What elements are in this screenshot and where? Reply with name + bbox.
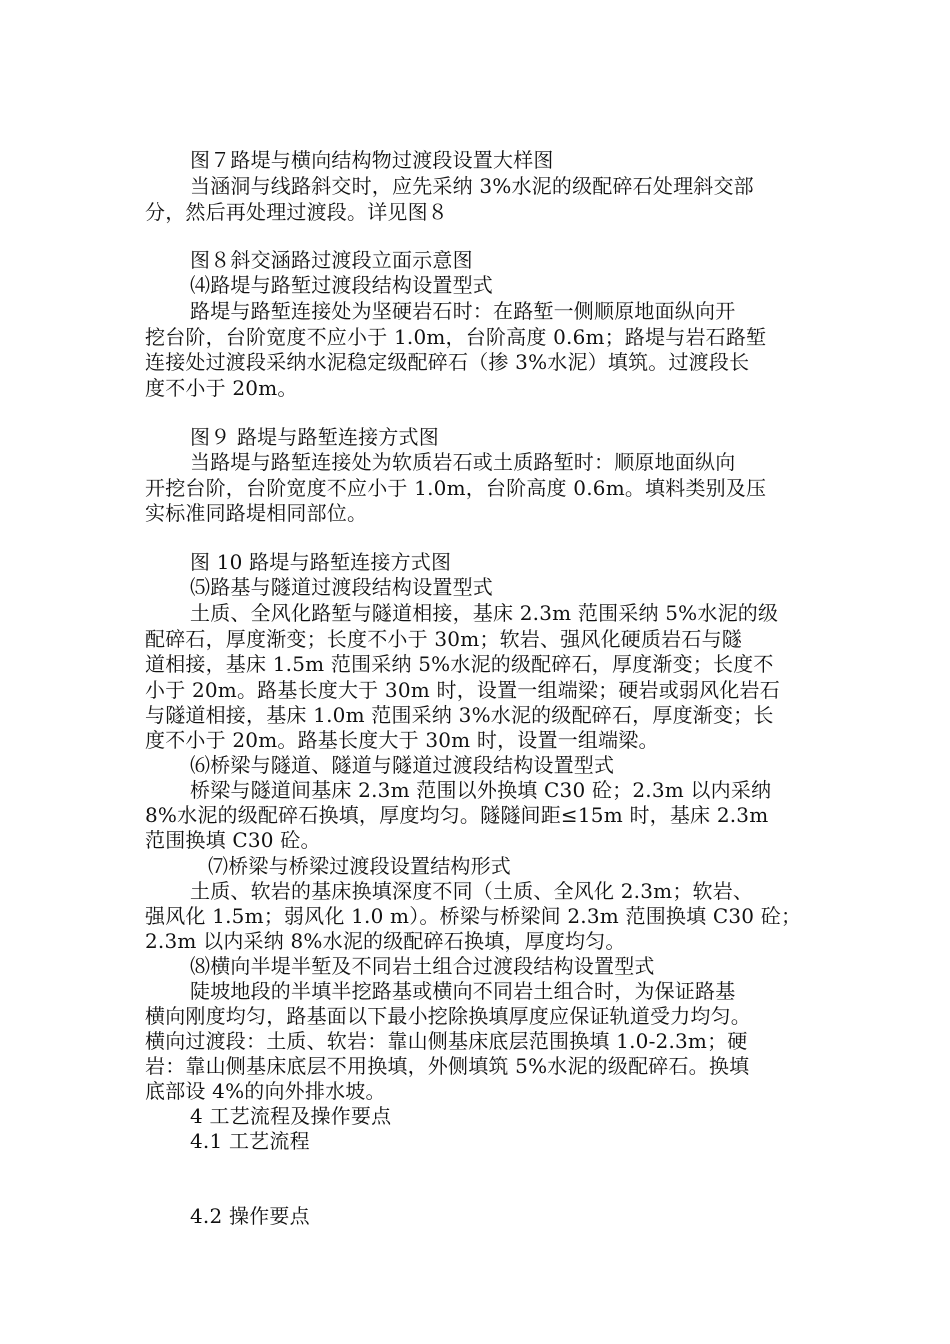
paragraph-line: 开挖台阶，台阶宽度不应小于 1.0m，台阶高度 0.6m。填料类别及压 [145,476,767,500]
section-heading-8: ⑻横向半堤半堑及不同岩土组合过渡段结构设置型式 [190,954,655,978]
figure-caption-9: 图９ 路堤与路堑连接方式图 [190,425,439,449]
section-heading-6: ⑹桥梁与隧道、隧道与隧道过渡段结构设置型式 [190,753,615,777]
paragraph-line: 实标准同路堤相同部位。 [145,501,368,525]
section-heading-4-2: 4.2 操作要点 [190,1204,310,1228]
paragraph-line: 范围换填 C30 砼。 [145,828,321,852]
paragraph-line: 与隧道相接，基床 1.0m 范围采纳 3%水泥的级配碎石，厚度渐变；长 [145,703,774,727]
figure-caption-10: 图 10 路堤与路堑连接方式图 [190,550,452,574]
section-heading-4: ⑷路堤与路堑过渡段结构设置型式 [190,273,493,297]
paragraph-line: 当路堤与路堑连接处为软质岩石或土质路堑时：顺原地面纵向 [190,450,736,474]
paragraph-line: 道相接，基床 1.5m 范围采纳 5%水泥的级配碎石，厚度渐变；长度不 [145,652,774,676]
paragraph-line: 小于 20m。路基长度大于 30m 时，设置一组端梁；硬岩或弱风化岩石 [145,678,780,702]
paragraph-line: 配碎石，厚度渐变；长度不小于 30m；软岩、强风化硬质岩石与隧 [145,627,742,651]
paragraph-line: 路堤与路堑连接处为坚硬岩石时：在路堑一侧顺原地面纵向开 [190,299,736,323]
paragraph-line: 度不小于 20m。 [145,376,298,400]
paragraph-line: 桥梁与隧道间基床 2.3m 范围以外换填 C30 砼；2.3m 以内采纳 [190,778,772,802]
paragraph-line: 度不小于 20m。路基长度大于 30m 时，设置一组端梁。 [145,728,659,752]
section-heading-7: ⑺桥梁与桥梁过渡段设置结构形式 [208,854,511,878]
paragraph-line: 8%水泥的级配碎石换填，厚度均匀。隧隧间距≤15m 时，基床 2.3m [145,803,769,827]
paragraph-line: 连接处过渡段采纳水泥稳定级配碎石（掺 3%水泥）填筑。过渡段长 [145,350,750,374]
section-heading-4-1: 4.1 工艺流程 [190,1129,310,1153]
figure-caption-8: 图８斜交涵路过渡段立面示意图 [190,248,473,272]
chapter-heading-4: 4 工艺流程及操作要点 [190,1104,392,1128]
paragraph-line: 分，然后再处理过渡段。详见图８ [145,200,448,224]
paragraph-line: 2.3m 以内采纳 8%水泥的级配碎石换填，厚度均匀。 [145,929,626,953]
paragraph-line: 横向过渡段：土质、软岩：靠山侧基床底层范围换填 1.0-2.3m；硬 [145,1029,748,1053]
section-heading-5: ⑸路基与隧道过渡段结构设置型式 [190,575,493,599]
paragraph-line: 底部设 4%的向外排水坡。 [145,1079,386,1103]
paragraph-line: 强风化 1.5m；弱风化 1.0 m）。桥梁与桥梁间 2.3m 范围换填 C30 砼； [145,904,802,928]
paragraph-line: 土质、软岩的基床换填深度不同（土质、全风化 2.3m；软岩、 [190,879,754,903]
paragraph-line: 陡坡地段的半填半挖路基或横向不同岩土组合时，为保证路基 [190,979,736,1003]
paragraph-line: 横向刚度均匀，路基面以下最小挖除换填厚度应保证轨道受力均匀。 [145,1004,751,1028]
paragraph-line: 土质、全风化路堑与隧道相接，基床 2.3m 范围采纳 5%水泥的级 [190,601,779,625]
paragraph-line: 当涵洞与线路斜交时，应先采纳 3%水泥的级配碎石处理斜交部 [190,174,754,198]
paragraph-line: 岩：靠山侧基床底层不用换填，外侧填筑 5%水泥的级配碎石。换填 [145,1054,750,1078]
paragraph-line: 挖台阶，台阶宽度不应小于 1.0m，台阶高度 0.6m；路堤与岩石路堑 [145,325,767,349]
figure-caption-7: 图７路堤与横向结构物过渡段设置大样图 [190,148,554,172]
